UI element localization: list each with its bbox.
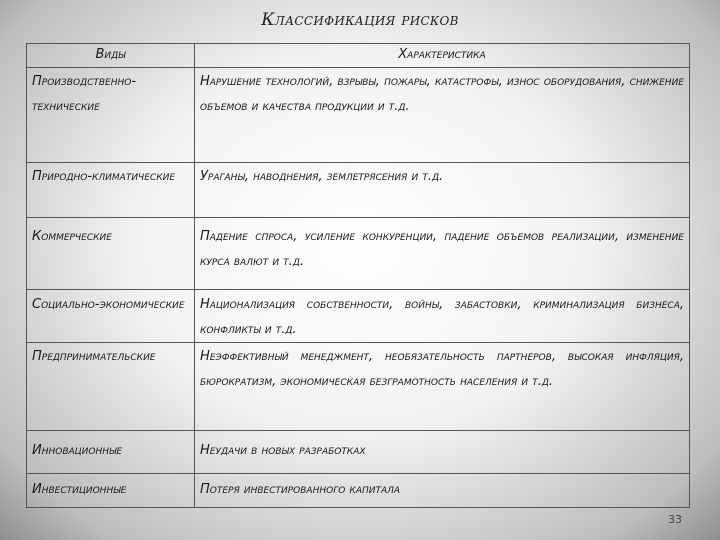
page-number: 33 xyxy=(668,513,682,526)
risk-type-cell: Природно-климатические xyxy=(27,163,195,218)
risk-description-cell: Неэффективный менеджмент, необязательность партнеров, высокая инфляция, бюрократизм, экономическая безграмотность населения и т.д. xyxy=(195,343,690,431)
table-row xyxy=(27,218,690,290)
table-row xyxy=(27,163,690,218)
table-row xyxy=(27,431,690,474)
slide-title: Классификация рисков xyxy=(261,10,459,30)
risk-description-cell: Неудачи в новых разработках xyxy=(195,431,690,474)
risk-type-cell: Инновационные xyxy=(27,431,195,474)
table-header-row xyxy=(27,44,690,68)
risk-type-cell: Производственно-технические xyxy=(27,68,195,163)
risk-type-cell: Инвестиционные xyxy=(27,474,195,508)
risk-description-cell: Потеря инвестированного капитала xyxy=(195,474,690,508)
table-row xyxy=(27,343,690,431)
table-row xyxy=(27,290,690,343)
header-types: Виды xyxy=(27,44,195,68)
risk-description-cell: Нарушение технологий, взрывы, пожары, катастрофы, износ оборудования, снижение объемов и качества продукции и т.д. xyxy=(195,68,690,163)
risk-description-cell: Падение спроса, усиление конкуренции, падение объемов реализации, изменение курса валют и т.д. xyxy=(195,218,690,290)
header-characteristics: Характеристика xyxy=(195,44,690,68)
risk-type-cell: Социально-экономические xyxy=(27,290,195,343)
risk-type-cell: Предпринимательские xyxy=(27,343,195,431)
table-row xyxy=(27,474,690,508)
risk-description-cell: Ураганы, наводнения, землетрясения и т.д. xyxy=(195,163,690,218)
risk-classification-table xyxy=(26,43,690,508)
table-row xyxy=(27,68,690,163)
risk-description-cell: Национализация собственности, войны, забастовки, криминализация бизнеса, конфликты и т.д. xyxy=(195,290,690,343)
risk-type-cell: Коммерческие xyxy=(27,218,195,290)
